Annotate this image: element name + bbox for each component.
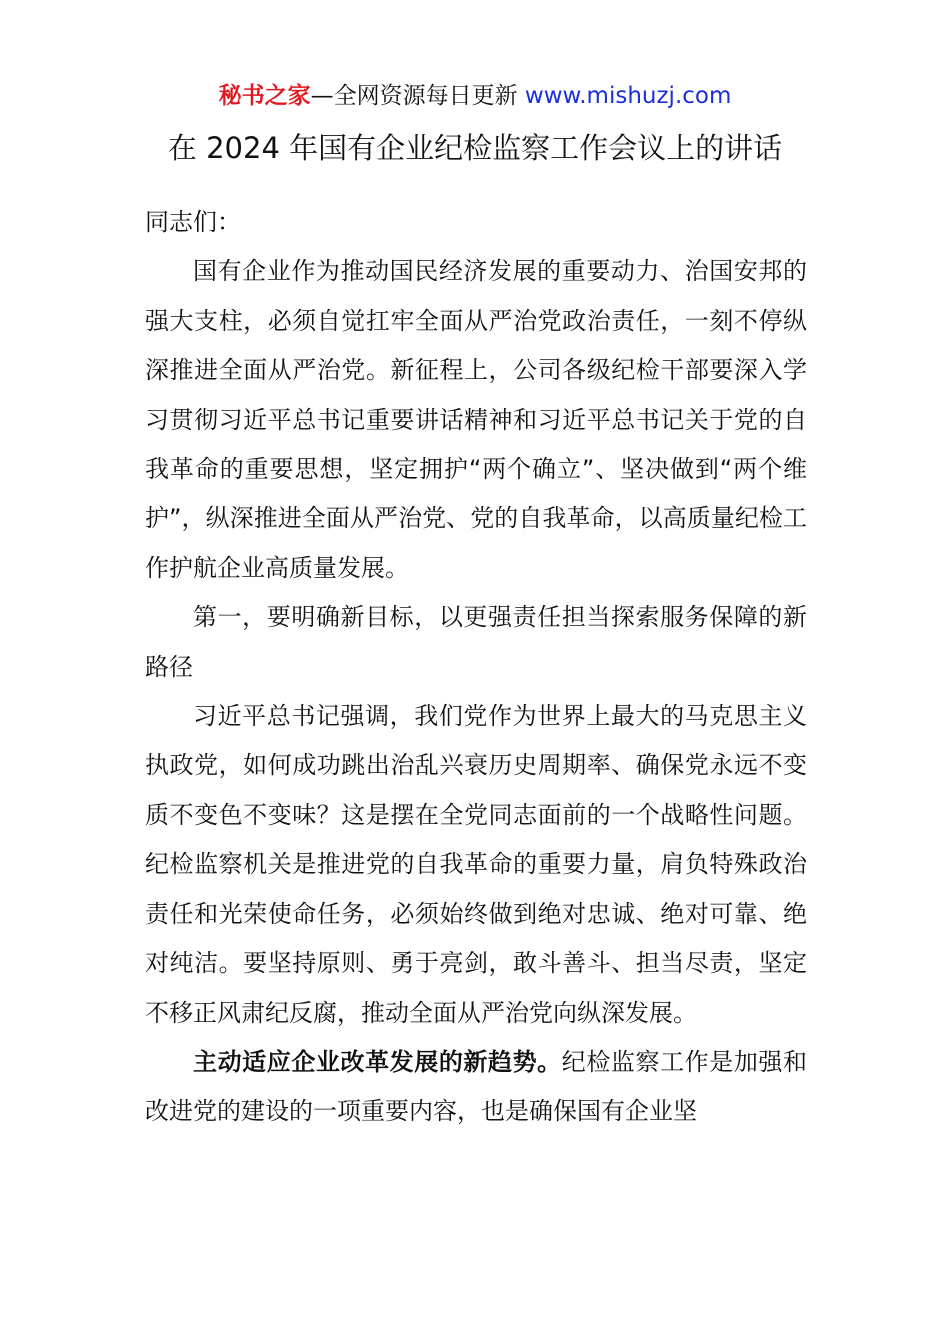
document-title: 在 2024 年国有企业纪检监察工作会议上的讲话 xyxy=(167,131,783,165)
paragraph-xi-quote: 习近平总书记强调，我们党作为世界上最大的马克思主义执政党，如何成功跳出治乱兴衰历史周期率、确保党永远不变质不变色不变味？这是摆在全党同志面前的一个战略性问题。纪检监察机关是推进党的自我革命的重要力量，肩负特殊政治责任和光荣使命任务，必须始终做到绝对忠诚、绝对可靠、绝对纯洁。要坚持原则、勇于亮剑，敢斗善斗、担当尽责，坚定不移正风肃纪反腐，推动全面从严治党向纵深发展。 xyxy=(145,702,807,1027)
paragraph-adapt-reform xyxy=(145,1038,807,1137)
paragraph-intro: 国有企业作为推动国民经济发展的重要动力、治国安邦的强大支柱，必须自觉扛牢全面从严治党政治责任，一刻不停纵深推进全面从严治党。新征程上，公司各级纪检干部要深入学习贯彻习近平总书记重要讲话精神和习近平总书记关于党的自我革命的重要思想，坚定拥护“两个确立”、坚决做到“两个维护”，纵深推进全面从严治党、党的自我革命，以高质量纪检工作护航企业高质量发展。 xyxy=(145,257,807,582)
brand-name: 秘书之家 xyxy=(218,83,311,109)
paragraph-bold-lead: 主动适应企业改革发展的新趋势。 xyxy=(193,1047,562,1076)
salutation: 同志们： xyxy=(145,208,241,236)
section-heading-first: 第一，要明确新目标，以更强责任担当探索服务保障的新路径 xyxy=(145,603,807,681)
header-tagline: —全网资源每日更新 xyxy=(310,83,525,109)
document-body xyxy=(145,198,807,1137)
site-url-link[interactable]: www.mishuzj.com xyxy=(524,83,732,109)
header-banner xyxy=(0,80,950,112)
paragraph-text: 纪检监察工作是加强和改进党的建设的一项重要内容，也是确保国有企业坚 xyxy=(145,1047,807,1126)
